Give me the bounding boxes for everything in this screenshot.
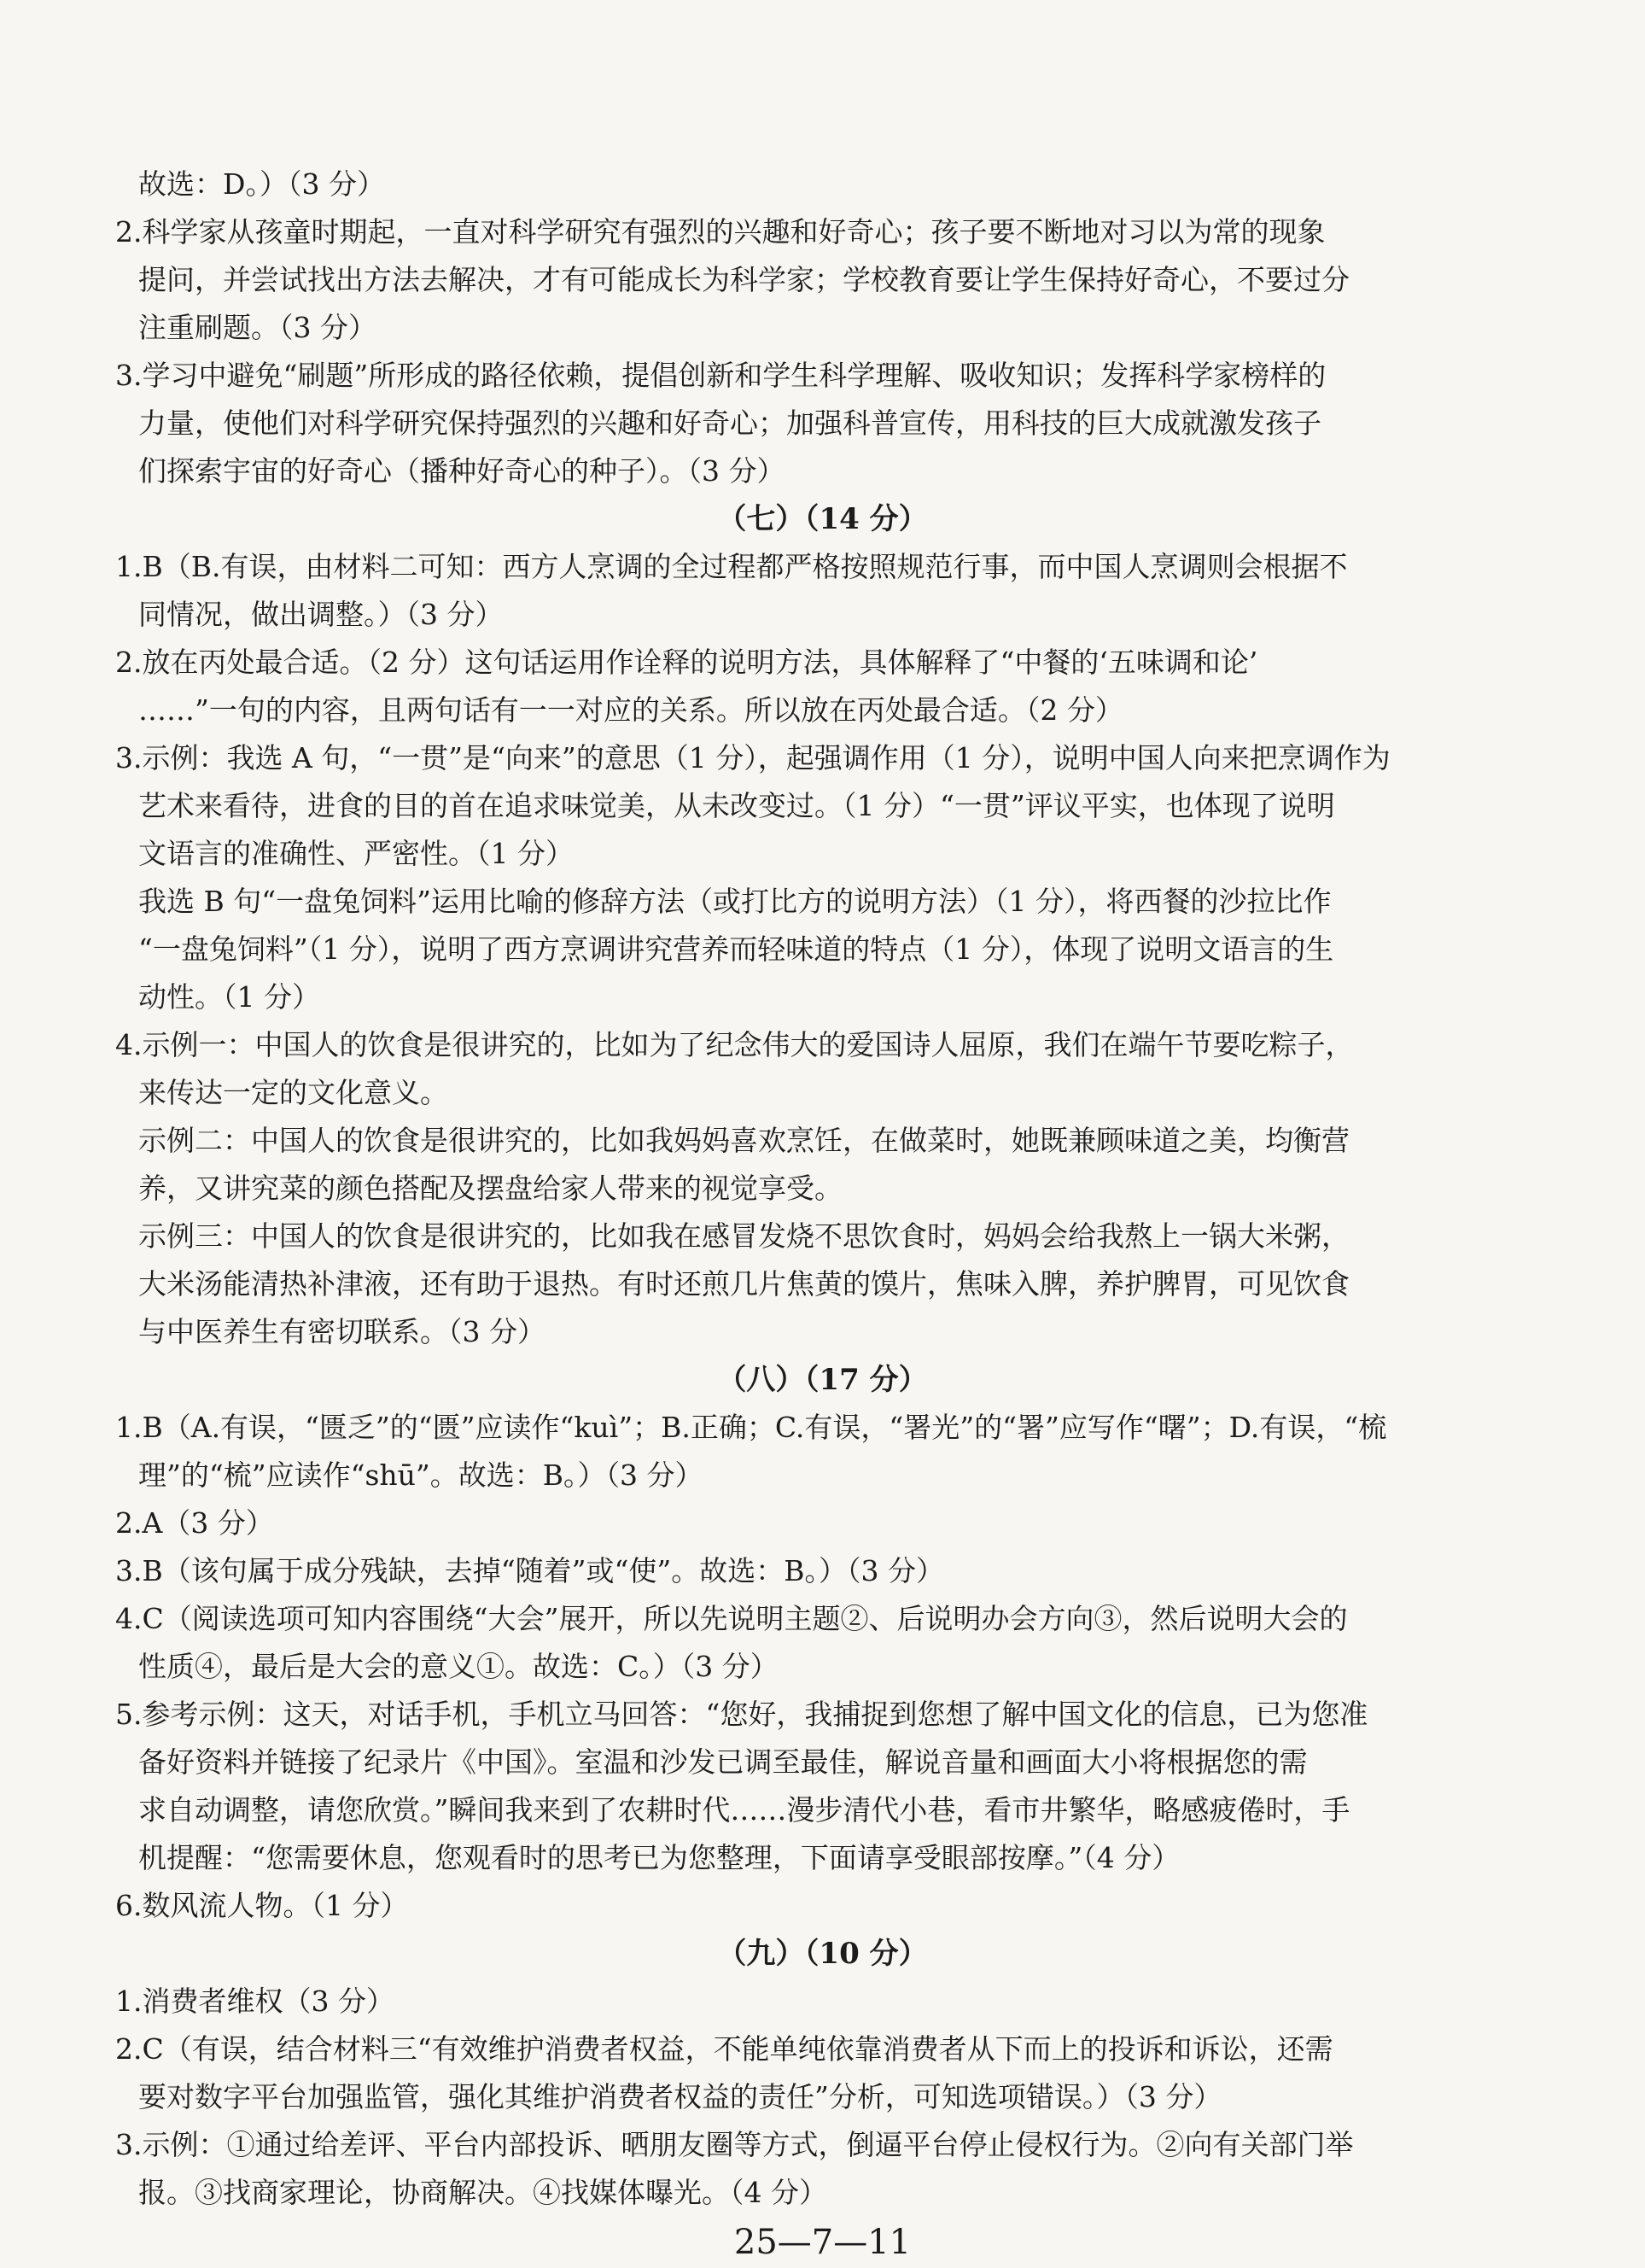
text-line: 6.数风流人物。（1 分） bbox=[115, 1889, 409, 1922]
text-line: 文语言的准确性、严密性。（1 分） bbox=[138, 837, 574, 870]
text-line: 备好资料并链接了纪录片《中国》。室温和沙发已调至最佳，解说音量和画面大小将根据您的需 bbox=[138, 1745, 1308, 1779]
text-line: “一盘兔饲料”（1 分），说明了西方烹调讲究营养而轻味道的特点（1 分），体现了说明文语言的生 bbox=[138, 932, 1334, 966]
text-line: 力量，使他们对科学研究保持强烈的兴趣和好奇心；加强科普宣传，用科技的巨大成就激发孩子 bbox=[138, 406, 1321, 440]
text-line: 1.消费者维权（3 分） bbox=[115, 1984, 394, 2018]
text-line: 2.A（3 分） bbox=[115, 1506, 274, 1540]
section-heading-9: （九）（10 分） bbox=[717, 1937, 928, 1971]
text-line: 2.科学家从孩童时期起，一直对科学研究有强烈的兴趣和好奇心；孩子要不断地对习以为常的现象 bbox=[115, 215, 1326, 248]
text-line: 们探索宇宙的好奇心（播种好奇心的种子）。（3 分） bbox=[138, 454, 785, 488]
text-line: 求自动调整，请您欣赏。”瞬间我来到了农耕时代……漫步清代小巷，看市井繁华，略感疲倦时，手 bbox=[138, 1793, 1350, 1827]
text-line: 4.C（阅读选项可知内容围绕“大会”展开，所以先说明主题②、后说明办会方向③，然后说明大会的 bbox=[115, 1602, 1348, 1635]
text-line: 4.示例一：中国人的饮食是很讲究的，比如为了纪念伟大的爱国诗人屈原，我们在端午节要吃粽子， bbox=[115, 1028, 1354, 1061]
text-line: 提问，并尝试找出方法去解决，才有可能成长为科学家；学校教育要让学生保持好奇心，不要过分 bbox=[138, 263, 1350, 296]
section-heading-8: （八）（17 分） bbox=[717, 1363, 928, 1397]
text-line: 大米汤能清热补津液，还有助于退热。有时还煎几片焦黄的馍片，焦味入脾，养护脾胃，可见饮食 bbox=[138, 1267, 1350, 1301]
text-line: 动性。（1 分） bbox=[138, 980, 320, 1014]
text-line: 3.示例：我选 A 句，“一贯”是“向来”的意思（1 分），起强调作用（1 分），说明中国人向来把烹调作为 bbox=[115, 741, 1391, 775]
text-line: 3.示例：①通过给差评、平台内部投诉、晒朋友圈等方式，倒逼平台停止侵权行为。②向有关部门举 bbox=[115, 2128, 1354, 2161]
text-line: 5.参考示例：这天，对话手机，手机立马回答：“您好，我捕捉到您想了解中国文化的信息，已为您准 bbox=[115, 1698, 1368, 1731]
page-number: 25—7—11 bbox=[733, 2223, 912, 2262]
text-line: 1.B（A.有误，“匮乏”的“匮”应读作“kuì”；B.正确；C.有误，“署光”的“署”应写作“曙”；D.有误，“梳 bbox=[115, 1411, 1387, 1444]
text-line: 1.B（B.有误，由材料二可知：西方人烹调的全过程都严格按照规范行事，而中国人烹调则会根据不 bbox=[115, 550, 1348, 583]
text-line: 故选：D。）（3 分） bbox=[138, 167, 385, 201]
text-line: 示例三：中国人的饮食是很讲究的，比如我在感冒发烧不思饮食时，妈妈会给我熬上一锅大米粥， bbox=[138, 1219, 1350, 1253]
text-line: 要对数字平台加强监管，强化其维护消费者权益的责任”分析，可知选项错误。）（3 分） bbox=[138, 2080, 1222, 2113]
text-line: 养，又讲究菜的颜色搭配及摆盘给家人带来的视觉享受。 bbox=[138, 1172, 843, 1205]
text-line: 注重刷题。（3 分） bbox=[138, 311, 376, 344]
text-line: 与中医养生有密切联系。（3 分） bbox=[138, 1315, 545, 1348]
text-line: 我选 B 句“一盘兔饲料”运用比喻的修辞方法（或打比方的说明方法）（1 分），将西餐的沙拉比作 bbox=[138, 885, 1332, 918]
text-line: 来传达一定的文化意义。 bbox=[138, 1076, 448, 1109]
text-line: 同情况，做出调整。）（3 分） bbox=[138, 598, 504, 631]
text-line: 报。③找商家理论，协商解决。④找媒体曝光。（4 分） bbox=[138, 2176, 827, 2209]
text-line: 3.B（该句属于成分残缺，去掉“随着”或“使”。故选：B。）（3 分） bbox=[115, 1554, 944, 1587]
text-line: 3.学习中避免“刷题”所形成的路径依赖，提倡创新和学生科学理解、吸收知识；发挥科学家榜样的 bbox=[115, 359, 1327, 392]
text-line: 2.放在丙处最合适。（2 分）这句话运用作诠释的说明方法，具体解释了“中餐的‘五味调和论’ bbox=[115, 646, 1258, 679]
section-heading-7: （七）（14 分） bbox=[717, 502, 928, 536]
text-line: 性质④，最后是大会的意义①。故选：C。）（3 分） bbox=[138, 1650, 779, 1683]
text-line: 示例二：中国人的饮食是很讲究的，比如我妈妈喜欢烹饪，在做菜时，她既兼顾味道之美，均衡营 bbox=[138, 1124, 1350, 1157]
text-line: 艺术来看待，进食的目的首在追求味觉美，从未改变过。（1 分）“一贯”评议平实，也体现了说明 bbox=[138, 789, 1335, 822]
text-line: 2.C（有误，结合材料三“有效维护消费者权益，不能单纯依靠消费者从下而上的投诉和诉讼，还需 bbox=[115, 2032, 1333, 2066]
text-line: 理”的“梳”应读作“shū”。故选：B。）（3 分） bbox=[138, 1458, 703, 1492]
text-line: 机提醒：“您需要休息，您观看时的思考已为您整理，下面请享受眼部按摩。”（4 分） bbox=[138, 1841, 1181, 1874]
text-line: ……”一句的内容，且两句话有一一对应的关系。所以放在丙处最合适。（2 分） bbox=[138, 693, 1123, 727]
